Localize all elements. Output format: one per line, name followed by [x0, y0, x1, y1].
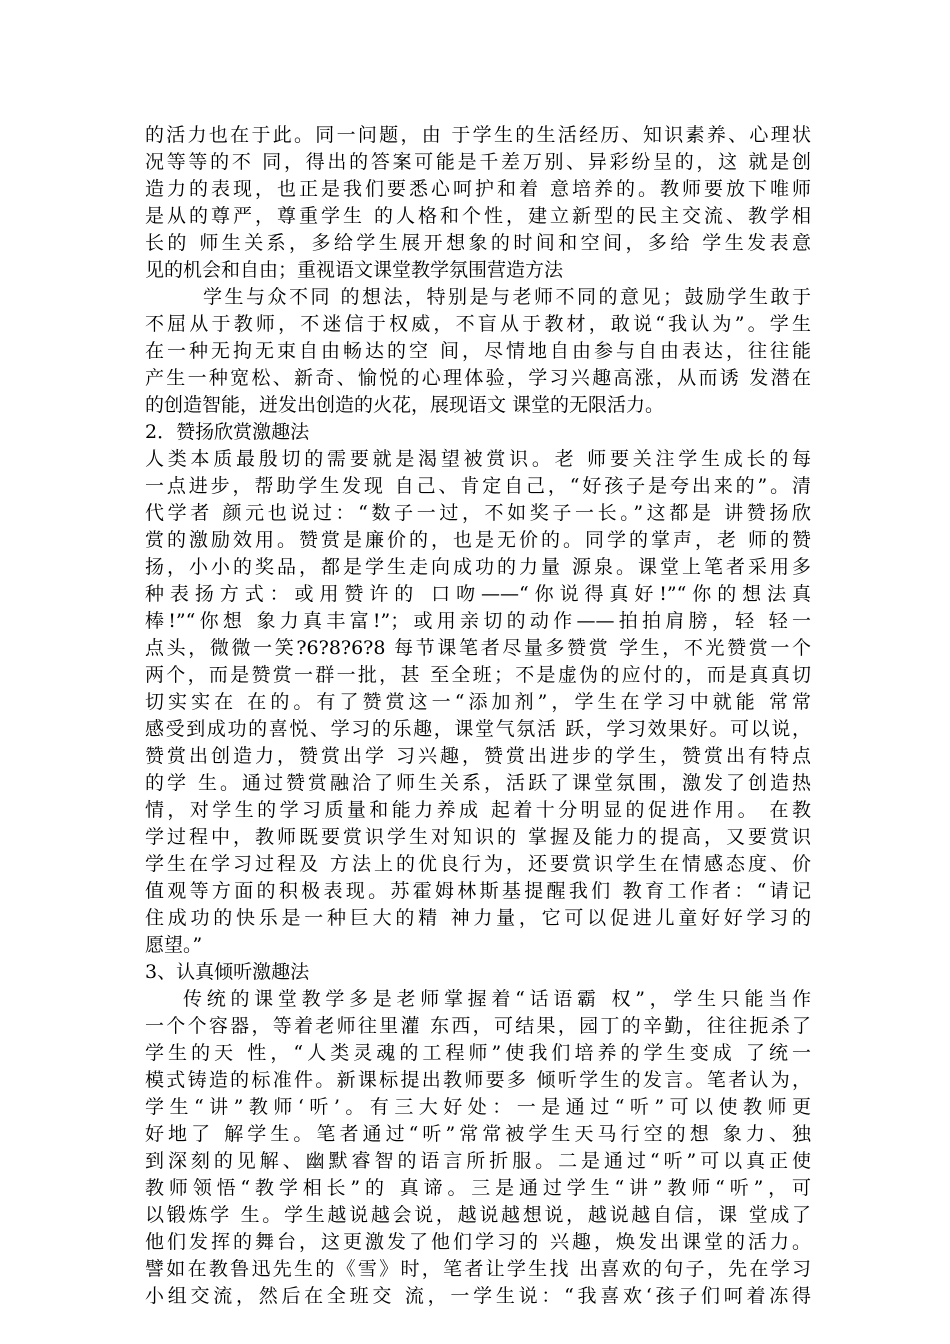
text-line: 愿望。” — [145, 934, 203, 956]
text-line: 到深刻的见解、幽默睿智的语言所折服。二是通过“听”可以真正使 — [145, 1150, 811, 1172]
text-line: 两个，而是赞赏一群一批，甚 至全班；不是虚伪的应付的，而是真真切 — [145, 664, 811, 686]
text-line: 好地了 解学生。笔者通过“听”常常被学生天马行空的想 象力、独 — [145, 1123, 811, 1145]
text-line: 情，对学生的学习质量和能力养成 起着十分明显的促进作用。 在教 — [145, 799, 811, 821]
text-line: 感受到成功的喜悦、学习的乐趣，课堂气氛活 跃，学习效果好。可以说， — [145, 718, 811, 740]
text-line: 况等等的不 同，得出的答案可能是千差万别、异彩纷呈的，这 就是创 — [145, 151, 811, 173]
text-line: 代学者 颜元也说过：“数子一过，不如奖子一长。”这都是 讲赞扬欣 — [145, 502, 811, 524]
text-line: 长的 师生关系，多给学生展开想象的时间和空间，多给 学生发表意 — [145, 232, 811, 254]
document-body — [145, 122, 811, 1310]
text-line: 譬如在教鲁迅先生的《雪》时，笔者让学生找 出喜欢的句子，先在学习 — [145, 1258, 811, 1280]
text-line: 的活力也在于此。同一问题，由 于学生的生活经历、知识素养、心理状 — [145, 124, 811, 146]
text-line: 学生与众不同 的想法，特别是与老师不同的意见；鼓励学生敢于 — [203, 286, 811, 308]
text-line: 3、认真倾听激趣法 — [145, 961, 310, 983]
text-line: 的学 生。通过赞赏融洽了师生关系，活跃了课堂氛围，激发了创造热 — [145, 772, 811, 794]
text-line: 学过程中，教师既要赏识学生对知识的 掌握及能力的提高，又要赏识 — [145, 826, 811, 848]
text-line: 种表扬方式：或用赞许的 口吻——“你说得真好!”“你的想法真 — [145, 583, 811, 605]
text-line: 学生在学习过程及 方法上的优良行为，还要赏识学生在情感态度、价 — [145, 853, 811, 875]
text-line: 人类本质最殷切的需要就是渴望被赏识。老 师要关注学生成长的每 — [145, 448, 811, 470]
text-line: 传统的课堂教学多是老师掌握着“话语霸 权”，学生只能当作 — [183, 988, 811, 1010]
text-line: 不屈从于教师，不迷信于权威，不盲从于教材，敢说“我认为”。学生 — [145, 313, 811, 335]
text-line: 棒!”“你想 象力真丰富!”；或用亲切的动作——拍拍肩膀，轻 轻一 — [145, 610, 811, 632]
text-line: 学生的天 性，“人类灵魂的工程师”使我们培养的学生变成 了统一 — [145, 1042, 811, 1064]
text-line: 教师领悟“教学相长”的 真谛。三是通过学生“讲”教师“听”，可 — [145, 1177, 811, 1199]
text-line: 点头，微微一笑?6?8?6?8 每节课笔者尽量多赞赏 学生，不光赞赏一个 — [145, 637, 811, 659]
text-line: 以锻炼学 生。学生越说越会说，越说越想说，越说越自信，课 堂成了 — [145, 1204, 811, 1226]
text-line: 造力的表现，也正是我们要悉心呵护和着 意培养的。教师要放下唯师 — [145, 178, 811, 200]
text-line: 赏的激励效用。赞赏是廉价的，也是无价的。同学的掌声，老 师的赞 — [145, 529, 811, 551]
text-line: 是从的尊严，尊重学生 的人格和个性，建立新型的民主交流、教学相 — [145, 205, 811, 227]
text-line: 一个个容器，等着老师往里灌 东西，可结果，园丁的辛勤，往往扼杀了 — [145, 1015, 811, 1037]
text-line: 学生“讲”教师‘听’。有三大好处：一是通过“听”可以使教师更 — [145, 1096, 811, 1118]
text-line: 在一种无拘无束自由畅达的空 间，尽情地自由参与自由表达，往往能 — [145, 340, 811, 362]
text-line: 住成功的快乐是一种巨大的精 神力量，它可以促进儿童好好学习的 — [145, 907, 811, 929]
text-line: 他们发挥的舞台，这更激发了他们学习的 兴趣，焕发出课堂的活力。 — [145, 1231, 811, 1253]
text-line: 一点进步，帮助学生发现 自己、肯定自己，“好孩子是夸出来的”。清 — [145, 475, 811, 497]
text-line: 扬，小小的奖品，都是学生走向成功的力量 源泉。课堂上笔者采用多 — [145, 556, 811, 578]
text-line: 产生一种宽松、新奇、愉悦的心理体验，学习兴趣高涨，从而诱 发潜在 — [145, 367, 811, 389]
text-line: 见的机会和自由；重视语文课堂教学氛围营造方法 — [145, 259, 564, 281]
text-line: 的创造智能，迸发出创造的火花，展现语文 课堂的无限活力。 — [145, 394, 665, 416]
text-line: 切实实在 在的。有了赞赏这一“添加剂”，学生在学习中就能 常常 — [145, 691, 811, 713]
text-line: 2．赞扬欣赏激趣法 — [145, 421, 310, 443]
text-line: 模式铸造的标准件。新课标提出教师要多 倾听学生的发言。笔者认为， — [145, 1069, 811, 1091]
text-line: 小组交流，然后在全班交 流，一学生说：“我喜欢‘孩子们呵着冻得 — [145, 1285, 811, 1307]
text-line: 值观等方面的积极表现。苏霍姆林斯基提醒我们 教育工作者：“请记 — [145, 880, 811, 902]
text-line: 赞赏出创造力，赞赏出学 习兴趣，赞赏出进步的学生，赞赏出有特点 — [145, 745, 811, 767]
